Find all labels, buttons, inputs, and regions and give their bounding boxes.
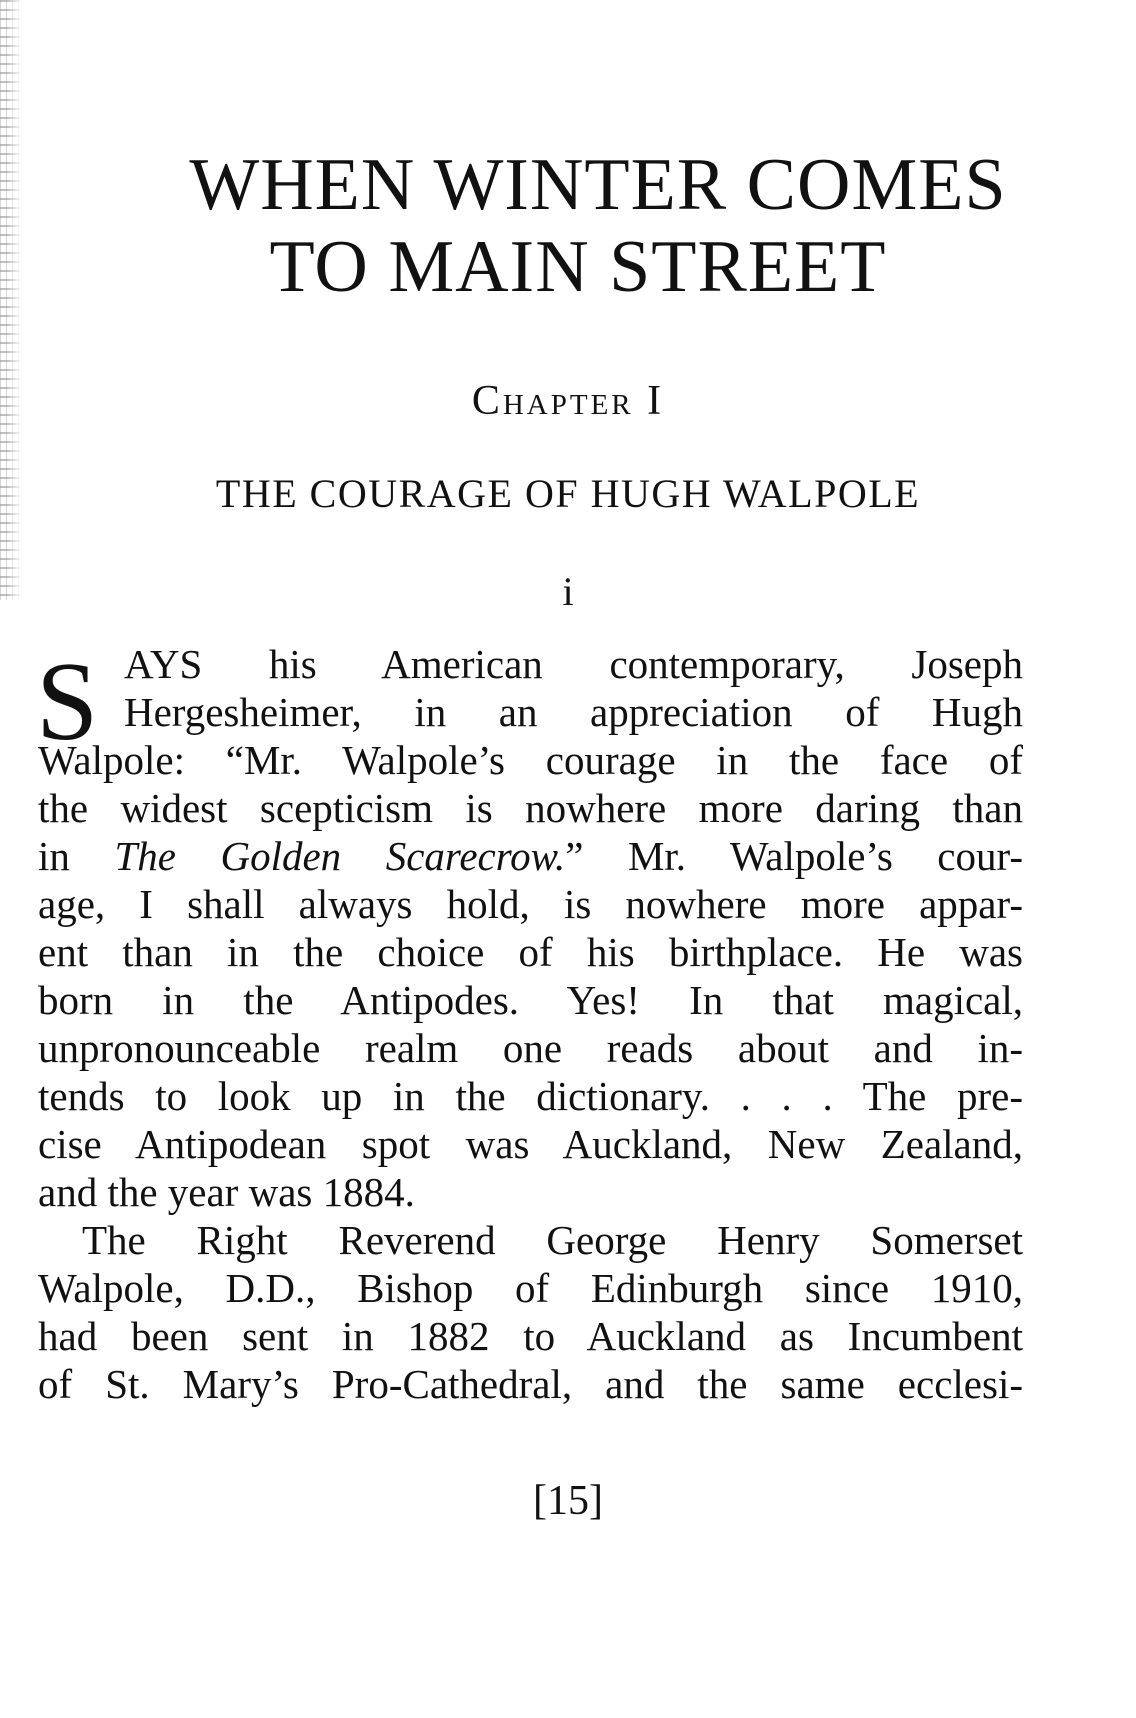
text-line: AYS his American contemporary, Joseph [124,641,1023,687]
text-line: cise Antipodean spot was Auckland, New Zealand, [38,1121,1023,1167]
text-line: Walpole: “Mr. Walpole’s courage in the face of [38,737,1023,783]
text-line: The Right Reverend George Henry Somerset [82,1217,1023,1263]
text-segment: in [38,833,115,879]
text-line: the widest scepticism is nowhere more daring than [38,785,1023,831]
text-line: of St. Mary’s Pro-Cathedral, and the same ecclesi- [38,1361,1023,1407]
text-line: age, I shall always hold, is nowhere more appar- [38,881,1023,927]
book-title-line-1: WHEN WINTER COMES [189,144,1007,226]
text-line: Walpole, D.D., Bishop of Edinburgh since 1910, [38,1265,1023,1311]
text-segment: ” Mr. Walpole’s cour- [565,833,1023,879]
book-title-line-2: TO MAIN STREET [269,226,887,308]
text-line: born in the Antipodes. Yes! In that magical, [38,977,1023,1023]
drop-cap: S [36,640,99,764]
text-line: ent than in the choice of his birthplace. He was [38,929,1023,975]
italic-book-title: The Golden Scarecrow. [114,833,566,879]
section-number: i [562,569,574,614]
chapter-label: Chapter I [471,378,665,424]
chapter-title: THE COURAGE OF HUGH WALPOLE [215,471,921,516]
text-line: unpronounceable realm one reads about and in- [38,1025,1023,1071]
page-number: [15] [533,1478,603,1524]
paragraph-1 [38,640,1023,1216]
text-line-with-italic [38,832,1023,880]
text-line: had been sent in 1882 to Auckland as Incumbent [38,1313,1023,1359]
body-text [38,640,1023,1408]
text-line: and the year was 1884. [38,1169,415,1215]
text-line: tends to look up in the dictionary. . . . The pre- [38,1073,1023,1119]
text-line: Hergesheimer, in an appreciation of Hugh [124,689,1023,735]
paragraph-2 [38,1216,1023,1408]
